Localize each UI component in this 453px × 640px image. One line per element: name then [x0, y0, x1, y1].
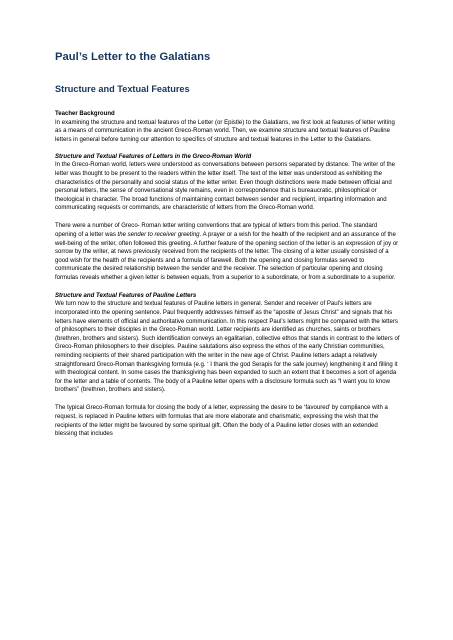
closing-formula-paragraph: The typical Greco-Roman formula for closing the body of a letter, expressing the desire to be ‘favoured’ by compliance with a request, is replaced in Pauline letters with formulas that are more elaborate and charismatic, expressing the wish that the recipients of the letter might be favoured by some spiritual gift. Often the body of a Pauline letter closes with an extended blessing that includes [55, 405, 388, 438]
teacher-background-paragraph [55, 110, 400, 144]
teacher-background-heading: Teacher Background [55, 111, 115, 117]
pauline-letters-heading: Structure and Textual Features of Pauline Letters [55, 292, 197, 299]
letter-conventions-emphasis: the sender to receiver greeting [117, 231, 200, 238]
letter-conventions-text-start: There were a number of Greco- Roman letter writing conventions that are typical of letters from this period. The standard opening of a letter was [55, 223, 378, 238]
pauline-letters-paragraph [55, 292, 400, 395]
page-title: Paul’s Letter to the Galatians [55, 51, 211, 63]
greco-roman-letters-paragraph [55, 153, 400, 213]
teacher-background-text: In examining the structure and textual features of the Letter (or Epistle) to the Galatians, we first look at features of letter writing as a means of communication in the ancient Greco-Roman world. Then, we examine structure and textual features of Pauline letters in general before turning our attention to specifics of structure and textual features in the Letter to the Galatians. [55, 119, 395, 143]
greco-roman-letters-heading: Structure and Textual Features of Letters in the Greco-Roman World [55, 153, 252, 160]
document-body [55, 110, 400, 448]
letter-conventions-paragraph [55, 222, 400, 282]
page-subtitle: Structure and Textual Features [55, 84, 190, 94]
letter-conventions-text-end: . A prayer or a wish for the health of the recipient and an assurance of the well-being of the writer, often followed this greeting. A further feature of the opening section of the letter is an expression of joy or sorrow by the writer, at news previously received from the recipients of the letter. The closing of a letter usually consisted of a good wish for the health of the recipients and a formula of farewell. Both the opening and closing formulas served to communicate the desired relationship between the sender and the receiver. The selection of particular opening and closing formulas reveals whether a given letter is between equals, from a superior to a subordinate, or from a subordinate to a superior. [55, 231, 399, 281]
greco-roman-letters-text: In the Greco-Roman world, letters were understood as conversations between persons separated by distance. The writer of the letter was thought to be present to the readers within the letter itself. The text of the letter was understood as exhibiting the characteristics of the personality and social status of the letter writer. Even though distinctions were made between official and personal letters, the sense of conversational style remains, even in correspondence that is bureaucratic, philosophical or theological in character. The broad functions of maintaining contact between sender and recipient, imparting information and communicating requests or commands, are characteristic of letters from the Greco-Roman world. [55, 162, 396, 212]
pauline-letters-text: We turn now to the structure and textual features of Pauline letters in general. Sender and receiver of Paul’s letters are incorporated into the opening sentence. Paul frequently addresses himself as the “apostle of Jesus Christ” and signals that his letters have elements of official and authoritative communication. In this respect Paul’s letters might be compared with the letters of philosophers to their disciples in the Greco-Roman world. Letter recipients are identified as churches, saints or brothers (brethren, brothers and sisters). Such identification conveys an egalitarian, collective ethos that stands in contrast to the letters of Greco-Roman philosophers to their disciples. Pauline salutations also express the ethos of the early Christian communities, reminding recipients of their shared participation with the writer in the new age of Christ. Pauline letters adapt a relatively straightforward Greco-Roman thanksgiving formula (e.g. ‘ I thank the god Serapis for the safe journey) lengthening it and filling it with theological content. In some cases the thanksgiving has been expanded to such an extent that it becomes a sort of agenda for the letter and a table of contents. The body of a Pauline letter opens with a disclosure formula such as “I want you to know brothers” (brethren, brothers and sisters). [55, 301, 400, 394]
